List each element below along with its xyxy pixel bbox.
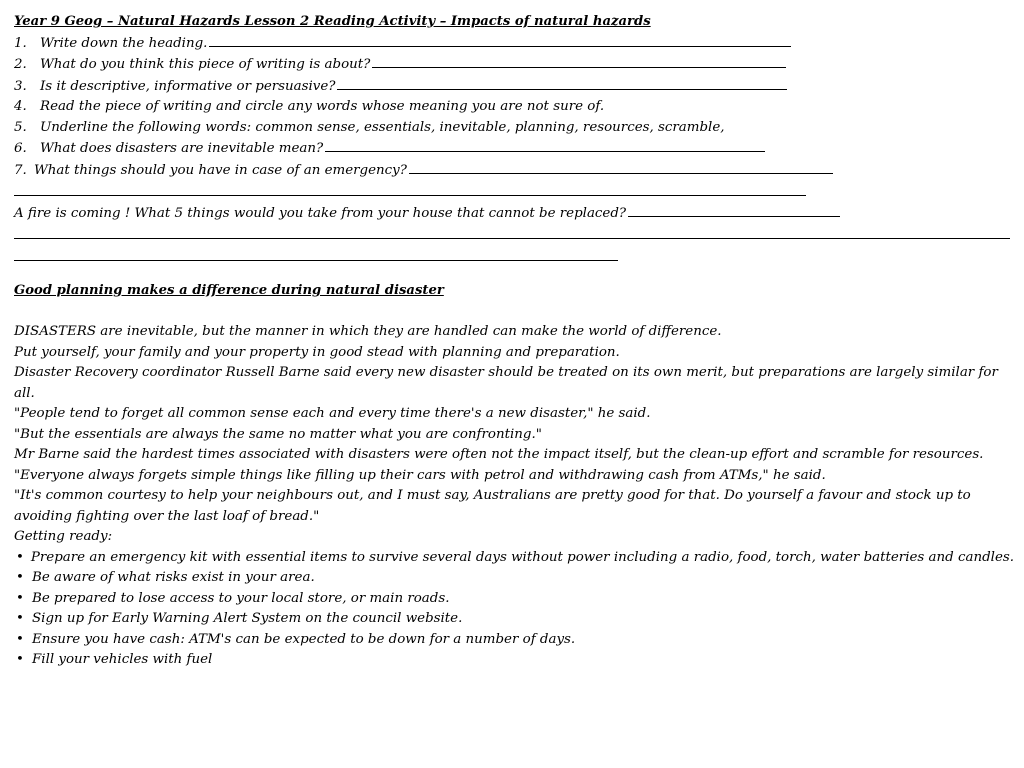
bullet-icon: • bbox=[16, 631, 24, 647]
question-text: A fire is coming ! What 5 things would you take from your house that cannot be replaced? bbox=[14, 205, 627, 221]
question-5 bbox=[14, 118, 1014, 139]
question-1 bbox=[14, 33, 1014, 55]
worksheet-title: Year 9 Geog – Natural Hazards Lesson 2 Reading Activity – Impacts of natural hazards bbox=[14, 14, 651, 29]
question-text: What do you think this piece of writing is about? bbox=[40, 57, 371, 72]
bullet-icon: • bbox=[16, 590, 24, 606]
question-number: 2. bbox=[14, 57, 27, 72]
answer-line[interactable] bbox=[209, 33, 791, 47]
question-6 bbox=[14, 138, 1014, 160]
list-item bbox=[14, 548, 1014, 569]
list-item-text: Prepare an emergency kit with essential items to survive several days without power including a radio, food, torch, water batteries and candles. bbox=[30, 549, 1014, 565]
list-item-text: Fill your vehicles with fuel bbox=[32, 652, 213, 667]
question-number: 5. bbox=[14, 119, 27, 135]
answer-line[interactable] bbox=[14, 246, 618, 261]
question-text: What does disasters are inevitable mean? bbox=[40, 141, 324, 156]
list-item-text: Be aware of what risks exist in your area. bbox=[32, 570, 315, 585]
bullet-icon: • bbox=[16, 549, 24, 565]
question-number: 1. bbox=[14, 35, 27, 51]
question-text: Read the piece of writing and circle any words whose meaning you are not sure of. bbox=[40, 99, 605, 114]
answer-line[interactable] bbox=[337, 76, 787, 90]
list-item bbox=[14, 630, 1014, 651]
question-2 bbox=[14, 54, 1014, 76]
article-paragraph: "Everyone always forgets simple things like filling up their cars with petrol and withdrawing cash from ATMs," he said. bbox=[14, 467, 826, 483]
list-item-text: Sign up for Early Warning Alert System on the council website. bbox=[32, 611, 463, 626]
article-heading: Good planning makes a difference during natural disaster bbox=[14, 283, 444, 298]
question-text: Underline the following words: common sense, essentials, inevitable, planning, resources, scramble, bbox=[40, 119, 725, 135]
question-text: Is it descriptive, informative or persuasive? bbox=[40, 78, 336, 94]
answer-line[interactable] bbox=[409, 160, 833, 174]
bullet-icon: • bbox=[16, 570, 24, 585]
question-4 bbox=[14, 97, 1014, 118]
list-item-text: Ensure you have cash: ATM's can be expected to be down for a number of days. bbox=[32, 631, 576, 647]
article-paragraph: Mr Barne said the hardest times associated with disasters were often not the impact itself, but the clean-up effort and scramble for resources. bbox=[14, 447, 984, 462]
question-number: 3. bbox=[14, 78, 27, 94]
list-item bbox=[14, 568, 1014, 589]
question-3 bbox=[14, 76, 1014, 98]
answer-line[interactable] bbox=[372, 54, 786, 68]
bullet-icon: • bbox=[16, 611, 24, 626]
answer-line[interactable] bbox=[325, 138, 765, 152]
question-number: 4. bbox=[14, 99, 27, 114]
list-item bbox=[14, 650, 1014, 671]
worksheet-page bbox=[14, 12, 1014, 671]
list-item bbox=[14, 609, 1014, 630]
answer-line[interactable] bbox=[14, 181, 806, 196]
article-paragraph: Disaster Recovery coordinator Russell Barne said every new disaster should be treated on its own merit, but preparations are largely similar for all. bbox=[14, 365, 998, 401]
article-paragraph: Getting ready: bbox=[14, 529, 113, 544]
article-paragraph: "But the essentials are always the same no matter what you are confronting." bbox=[14, 426, 542, 442]
answer-line[interactable] bbox=[628, 203, 840, 217]
list-item-text: Be prepared to lose access to your local store, or main roads. bbox=[32, 590, 450, 606]
question-text: What things should you have in case of an emergency? bbox=[34, 162, 407, 178]
article-paragraph: DISASTERS are inevitable, but the manner in which they are handled can make the world of difference. bbox=[14, 324, 722, 339]
question-text: Write down the heading. bbox=[40, 35, 208, 51]
article-paragraph: "People tend to forget all common sense each and every time there's a new disaster," he said. bbox=[14, 406, 651, 421]
bullet-icon: • bbox=[16, 652, 24, 667]
question-number: 7. bbox=[14, 162, 27, 178]
question-number: 6. bbox=[14, 141, 27, 156]
article-body bbox=[14, 322, 1014, 671]
answer-line[interactable] bbox=[14, 224, 1010, 239]
question-7 bbox=[14, 160, 1014, 182]
article-paragraph: "It's common courtesy to help your neighbours out, and I must say, Australians are pretty good for that. Do yourself a favour and stock up to avoiding fighting over the last loaf of bread." bbox=[14, 488, 971, 524]
article-paragraph: Put yourself, your family and your property in good stead with planning and preparation. bbox=[14, 344, 620, 360]
fire-question bbox=[14, 203, 1014, 225]
list-item bbox=[14, 589, 1014, 610]
